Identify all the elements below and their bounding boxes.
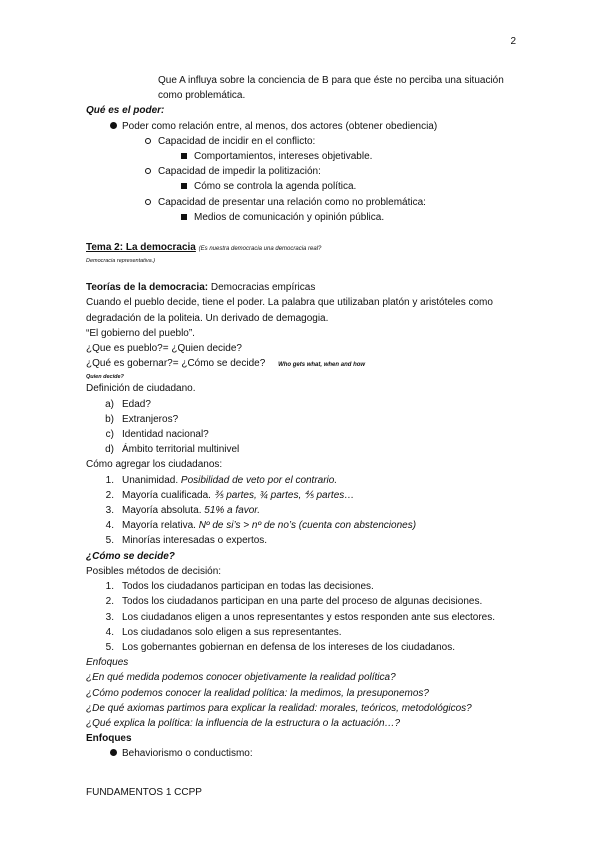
list-item (86, 412, 526, 427)
list-item-note: 51% a favor. (204, 505, 261, 517)
list-item (86, 610, 526, 625)
list-marker: 4. (105, 520, 114, 532)
list-item (86, 488, 526, 503)
bullet-circle-icon (145, 199, 151, 205)
list-item-text: Minorías interesadas o expertos. (122, 535, 268, 547)
teorias-paragraph-1: Cuando el pueblo decide, tiene el poder. La palabra que utilizaban platón y aristóteles como (86, 297, 493, 309)
list-marker: d) (105, 444, 114, 456)
ciudadano-title: Definición de ciudadano. (86, 383, 196, 395)
enfoques-question: ¿En qué medida podemos conocer objetivamente la realidad política? (86, 672, 396, 684)
list-item-text: Identidad nacional? (122, 429, 209, 441)
poder-subitem-3 (86, 210, 526, 225)
poder-subitem-1 (86, 149, 526, 164)
list-item-text: Los ciudadanos eligen a unos representantes y estos responden ante sus electores. (122, 611, 496, 623)
tema-note-2: Democracia representativa.) (86, 258, 156, 265)
enfoques-italic-title: Enfoques (86, 657, 129, 669)
agregar-list (86, 473, 526, 549)
tema-heading (86, 240, 526, 257)
list-marker: 4. (105, 626, 114, 638)
list-marker: 3. (105, 505, 114, 517)
list-marker: b) (105, 413, 114, 425)
enfoques-questions (86, 670, 526, 731)
bullet-dot-icon (110, 122, 117, 129)
list-item-note: Nº de si’s > nº de no’s (cuenta con abstenciones) (198, 520, 417, 532)
document-body (86, 73, 526, 762)
continuation-line-2: como problemática. (158, 90, 246, 102)
enfoques-bullet-text: Behaviorismo o conductismo: (122, 748, 253, 760)
enfoques-question: ¿Qué explica la política: la influencia de la estructura o la actuación…? (86, 717, 401, 729)
list-item-text: Extranjeros? (122, 413, 179, 425)
poder-subitem-text: Cómo se controla la agenda política. (194, 181, 357, 193)
list-item-text: Todos los ciudadanos participan en una parte del proceso de algunas decisiones. (122, 596, 483, 608)
list-marker: 1. (105, 474, 114, 486)
bullet-circle-icon (145, 138, 151, 144)
bullet-square-icon (181, 214, 187, 220)
poder-item-label: Capacidad de impedir la politización: (158, 166, 321, 178)
teorias-paragraph-2: degradación de la politeia. Un derivado de demagogia. (86, 312, 329, 324)
list-marker: 5. (105, 535, 114, 547)
list-item-text: Los gobernantes gobiernan en defensa de los intereses de los ciudadanos. (122, 641, 456, 653)
enfoques-question: ¿De qué axiomas partimos para explicar la realidad: morales, teóricos, metodológicos? (86, 702, 472, 714)
list-item-text: Mayoría absoluta. (122, 505, 205, 517)
list-marker: 3. (105, 611, 114, 623)
list-item (86, 503, 526, 518)
page-footer: FUNDAMENTOS 1 CCPP (86, 787, 202, 798)
list-marker: a) (105, 398, 114, 410)
teorias-paragraph-3: “El gobierno del pueblo”. (86, 327, 195, 339)
agregar-title: Cómo agregar los ciudadanos: (86, 459, 223, 471)
list-item-text: Mayoría relativa. (122, 520, 199, 532)
list-item-text: Unanimidad. (122, 474, 181, 486)
poder-item-label: Capacidad de presentar una relación como no problemática: (158, 196, 426, 208)
list-item (86, 533, 526, 548)
poder-subitem-2 (86, 179, 526, 194)
poder-item-3 (86, 195, 526, 210)
list-item (86, 473, 526, 488)
list-item-text: Los ciudadanos solo eligen a sus representantes. (122, 626, 342, 638)
poder-bullet-text: Poder como relación entre, al menos, dos actores (obtener obediencia) (122, 120, 438, 132)
list-item (86, 640, 526, 655)
poder-bullet (86, 119, 526, 134)
poder-item-2 (86, 164, 526, 179)
list-item-text: Edad? (122, 398, 151, 410)
teorias-question-2-note: Who gets what, when and how (278, 362, 366, 369)
list-item-note: Posibilidad de veto por el contrario. (180, 474, 338, 486)
list-item (86, 427, 526, 442)
teorias-question-2: ¿Qué es gobernar?= ¿Cómo se decide? Who gets what, when and how (86, 358, 366, 370)
enfoques-bullet (86, 746, 526, 761)
enfoques-question: ¿Cómo podemos conocer la realidad política: la medimos, la presuponemos? (86, 687, 429, 699)
bullet-square-icon (181, 153, 187, 159)
list-item (86, 579, 526, 594)
list-item-note: ⅗ partes, ¾ partes, ⅘ partes… (213, 489, 355, 501)
tema-title: Tema 2: La democracia (86, 242, 196, 254)
bullet-circle-icon (145, 168, 151, 174)
enfoques-title: Enfoques (86, 733, 132, 745)
list-item (86, 518, 526, 533)
list-marker: c) (105, 429, 114, 441)
list-marker: 2. (105, 596, 114, 608)
poder-item-1 (86, 134, 526, 149)
decide-list (86, 579, 526, 655)
teorias-label: Teorías de la democracia: (86, 282, 209, 294)
tema-note-1: (Es nuestra democracia una democracia real? (198, 246, 322, 253)
list-item (86, 442, 526, 457)
list-item (86, 625, 526, 640)
continuation-line-1: Que A influya sobre la conciencia de B para que éste no perciba una situación (158, 75, 504, 86)
poder-subitem-text: Medios de comunicación y opinión pública. (194, 211, 385, 223)
list-marker: 2. (105, 489, 114, 501)
teorias-question-3-note: Quien decide? (86, 374, 124, 381)
decide-heading: ¿Cómo se decide? (86, 550, 175, 562)
teorias-line (86, 280, 526, 295)
page-number: 2 (510, 36, 516, 47)
list-marker: 1. (105, 581, 114, 593)
teorias-question-1: ¿Que es pueblo?= ¿Quien decide? (86, 343, 242, 355)
list-item (86, 594, 526, 609)
list-item-text: Todos los ciudadanos participan en todas las decisiones. (122, 581, 374, 593)
poder-item-label: Capacidad de incidir en el conflicto: (158, 135, 316, 147)
poder-subitem-text: Comportamientos, intereses objetivable. (194, 151, 373, 163)
ciudadano-list (86, 397, 526, 458)
decide-title: Posibles métodos de decisión: (86, 565, 222, 577)
list-item (86, 397, 526, 412)
bullet-dot-icon (110, 749, 117, 756)
poder-heading: Qué es el poder: (86, 105, 165, 117)
list-item-text: Ámbito territorial multinivel (122, 444, 240, 456)
list-item-text: Mayoría cualificada. (122, 489, 214, 501)
bullet-square-icon (181, 183, 187, 189)
teorias-value: Democracias empíricas (208, 282, 316, 294)
list-marker: 5. (105, 641, 114, 653)
